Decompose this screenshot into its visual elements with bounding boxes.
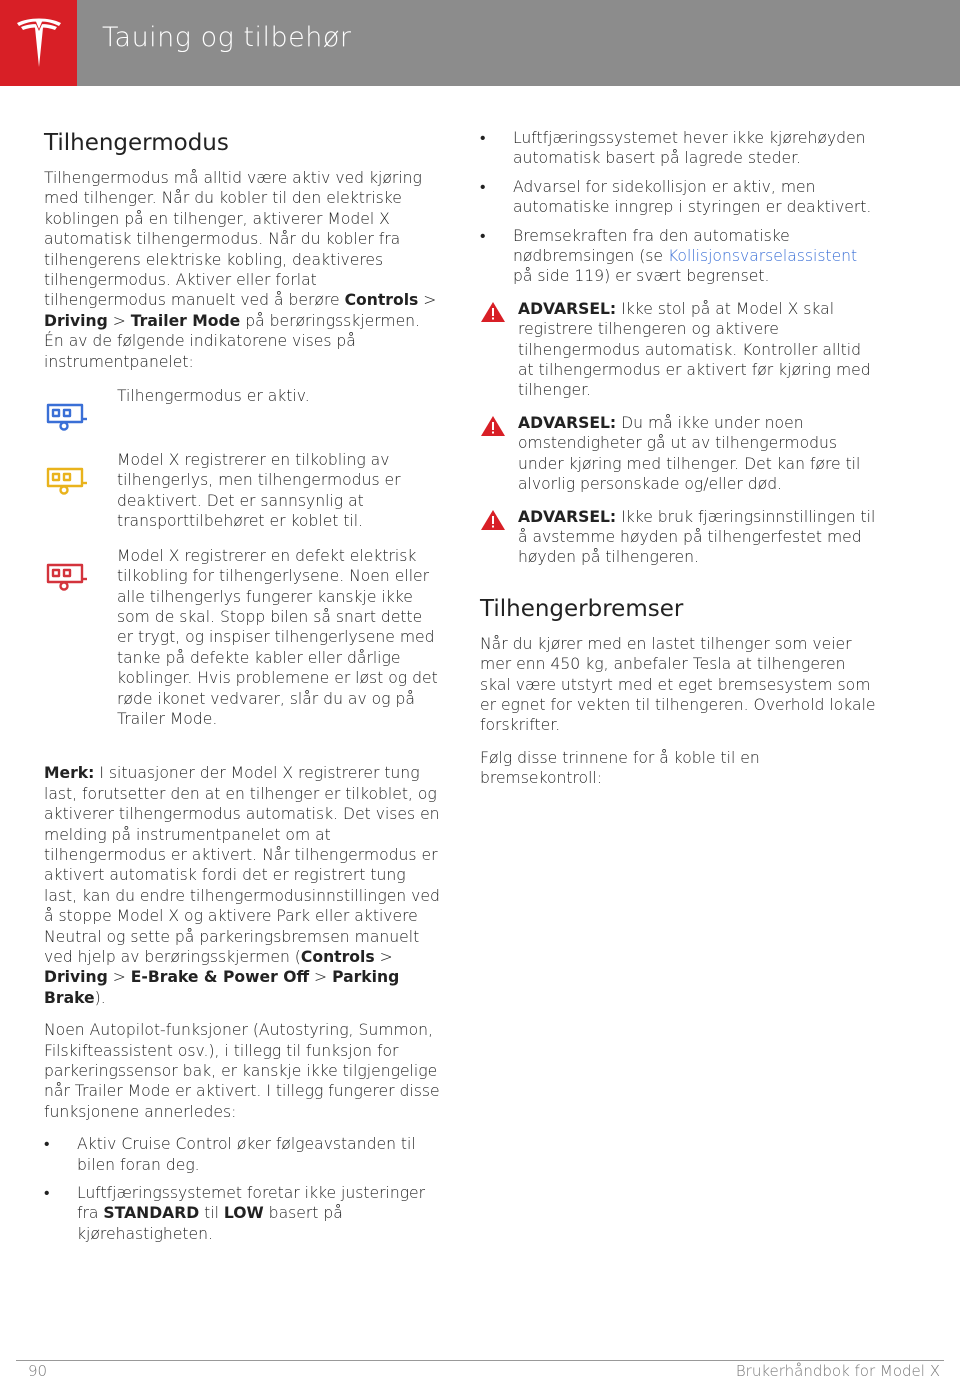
note-parking-brake: Parking Brake: [44, 968, 400, 1007]
bullet-text: Bremsekraften fra den automatiske nødbremsingen (se: [513, 226, 790, 266]
intro-end: på berøringsskjermen. Én av de følgende indikatorene vises på instrumentpanelet:: [44, 311, 421, 371]
left-bullet-list: [44, 1134, 440, 1244]
intro-driving: Driving: [44, 311, 108, 330]
trailer-red-icon: [44, 546, 117, 730]
list-item: • Luftfjæringssystemet hever ikke kjørehøyden automatisk basert på lagrede steder.: [480, 128, 880, 169]
note-driving: Driving: [44, 968, 108, 987]
indicator-row-lights-only: [44, 450, 440, 532]
warning-block: [480, 413, 880, 495]
section-heading-trailer-mode: Tilhengermodus: [44, 130, 229, 156]
left-column: [44, 128, 440, 1252]
section-heading-trailer-brakes: Tilhengerbremser: [480, 595, 684, 622]
bullet-text: til: [199, 1204, 224, 1223]
page-title: Tauing og tilbehør: [102, 22, 352, 53]
warning-triangle-icon: [480, 507, 518, 568]
note-paragraph: [44, 763, 440, 1008]
page-number: 90: [28, 1362, 48, 1380]
intro-sep: >: [418, 291, 437, 310]
warning-body: Ikke bruk fjæringsinnstillingen til å avstemme høyden på tilhengerfestet med høyden på tilhengeren.: [518, 507, 876, 567]
indicator-list: [44, 386, 440, 729]
tesla-logo-icon: [15, 17, 63, 69]
warning-block: [480, 507, 880, 568]
warning-label: ADVARSEL:: [518, 507, 617, 526]
steps-paragraph: Følg disse trinnene for å koble til en bremsekontroll:: [480, 748, 760, 788]
note-text: I situasjoner der Model X registrerer tung last, forutsetter den at en tilhenger er tilkoblet, og aktiverer tilhengermodus automatisk. Det vises en melding på instrumentpanelet om at tilhengermodus er aktivert. Når tilhengermodus er aktivert automatisk fordi det er registrert tung last, kan du endre tilhengermodusinnstillingen ved å stoppe Model X og aktivere Park eller aktivere Neutral og sette på parkeringsbremsen manuelt ved hjelp av berøringsskjermen (: [44, 764, 440, 966]
warning-label: ADVARSEL:: [518, 413, 617, 432]
bullet-text: basert på kjørehastigheten.: [77, 1204, 343, 1243]
intro-trailer-mode: Trailer Mode: [130, 311, 241, 330]
list-item: • Aktiv Cruise Control øker følgeavstanden til bilen foran deg.: [44, 1134, 440, 1175]
right-column: [480, 128, 880, 801]
indicator-text: Tilhengermodus er aktiv.: [117, 387, 310, 406]
note-ebrake: E-Brake & Power Off: [130, 968, 310, 987]
warning-text: [518, 507, 880, 568]
page-header: [0, 0, 960, 86]
intro-text: Tilhengermodus må alltid være aktiv ved kjøring med tilhenger. Når du kobler til den elektriske koblingen på en tilhenger, aktiverer Model X automatisk tilhengermodus. Når du kobler fra tilhengerens elektriske kobling, deaktiveres tilhengermodus. Aktiver eller forlat tilhengermodus manuelt ved å berøre: [44, 169, 422, 310]
intro-controls: Controls: [344, 291, 419, 310]
indicator-text: Model X registrerer en tilkobling av tilhengerlys, men tilhengermodus er deaktivert. Det er sannsynlig at transporttilbehøret er koblet til.: [117, 451, 401, 531]
note-end: ).: [94, 988, 106, 1007]
list-item: [44, 1183, 440, 1244]
indicator-row-active: [44, 386, 440, 436]
warning-body: Ikke stol på at Model X skal registrere tilhengeren og aktivere tilhengermodus automatisk. Kontroller alltid at tilhengermodus er aktivert før kjøring med tilhenger.: [518, 299, 871, 400]
autopilot-paragraph: Noen Autopilot-funksjoner (Autostyring, Summon, Filskifteassistent osv.), i tillegg til funksjon for parkeringssensor bak, er kanskje ikke tilgjengelige når Trailer Mode er aktivert. I tillegg fungerer disse funksjonene annerledes:: [44, 1021, 440, 1121]
warning-label: ADVARSEL:: [518, 299, 617, 318]
list-item: • Advarsel for sidekollisjon er aktiv, men automatiske inngrep i styringen er deaktivert.: [480, 177, 880, 218]
brake-paragraph: Når du kjører med en lastet tilhenger som veier mer enn 450 kg, anbefaler Tesla at tilhengeren skal være utstyrt med et eget bremsesystem som er egnet for vekten til tilhengeren. Overhold lokale forskrifter.: [480, 634, 876, 735]
tesla-logo: [0, 0, 77, 86]
warning-triangle-icon: [480, 299, 518, 401]
note-sep: >: [309, 968, 333, 987]
bullet-text: Luftfjæringssystemet foretar ikke justeringer fra: [77, 1184, 426, 1223]
right-bullet-list: [480, 128, 880, 287]
footer-divider: [16, 1360, 944, 1361]
warning-text: [518, 413, 880, 495]
bullet-low: LOW: [223, 1204, 264, 1223]
indicator-text: Model X registrerer en defekt elektrisk tilkobling for tilhengerlysene. Noen eller alle tilhengerlys fungerer kanskje ikke som de skal. Stopp bilen så snart dette er trygt, og inspiser tilhengerlysene med tanke på defekte kabler eller dårlige koblinger. Hvis problemene er løst og det røde ikonet vedvarer, slår du av og på Trailer Mode.: [117, 546, 438, 728]
warning-triangle-icon: [480, 413, 518, 495]
trailer-yellow-icon: [44, 450, 117, 532]
indicator-row-fault: [44, 546, 440, 730]
manual-title: Brukerhåndbok for Model X: [735, 1362, 940, 1380]
trailer-blue-icon: [44, 386, 117, 436]
note-label: Merk:: [44, 764, 95, 783]
bullet-text: på side 119) er svært begrenset.: [513, 267, 770, 286]
warning-block: [480, 299, 880, 401]
warning-body: Du må ikke under noen omstendigheter gå ut av tilhengermodus under kjøring med tilhenger. Det kan føre til alvorlig personskade og/eller død.: [518, 413, 861, 494]
note-sep: >: [374, 948, 393, 966]
intro-sep: >: [107, 311, 131, 330]
intro-paragraph: [44, 168, 440, 372]
note-controls: Controls: [300, 948, 375, 966]
list-item: [480, 226, 880, 287]
collision-warning-link[interactable]: Kollisjonsvarselassistent: [667, 247, 858, 266]
warning-list: [480, 299, 880, 568]
warning-text: [518, 299, 880, 401]
bullet-standard: STANDARD: [103, 1204, 200, 1223]
note-sep: >: [107, 968, 131, 987]
